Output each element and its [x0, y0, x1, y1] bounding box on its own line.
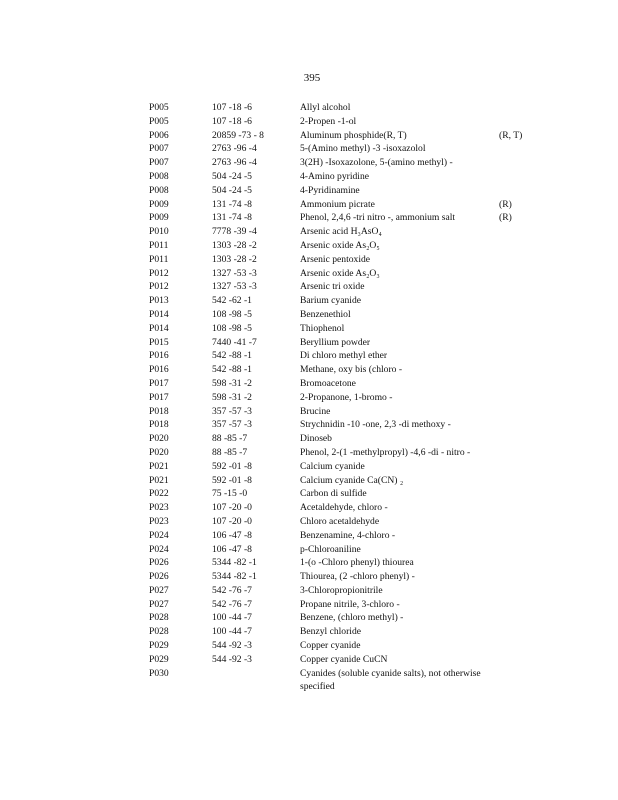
page-number: 395 — [303, 72, 321, 84]
cas-number-cell: 542 -88 -1 — [212, 364, 252, 376]
substance-name-cell: Carbon di sulfide — [300, 488, 367, 500]
cas-number-cell: 598 -31 -2 — [212, 391, 252, 403]
substance-name-cell: Arsenic pentoxide — [300, 253, 371, 265]
table-row — [149, 543, 549, 557]
waste-code-cell: P007 — [149, 143, 169, 155]
substance-name-cell: Benzyl chloride — [300, 626, 362, 638]
hazard-code-cell: (R) — [499, 212, 512, 224]
waste-code-cell: P029 — [149, 653, 169, 665]
table-row — [149, 584, 549, 598]
table-row — [149, 115, 549, 129]
substance-name-cell: 4-Amino pyridine — [300, 170, 370, 182]
substance-name-cell: 5-(Amino methyl) -3 -isoxazolol — [300, 143, 426, 155]
substance-name-cell: Arsenic oxide As₂O₃ — [300, 267, 380, 279]
table-row — [149, 253, 549, 267]
cas-number-cell: 100 -44 -7 — [212, 612, 252, 624]
substance-name-cell: Copper cyanide — [300, 640, 361, 652]
cas-number-cell: 504 -24 -5 — [212, 170, 252, 182]
cas-number-cell: 357 -57 -3 — [212, 405, 252, 417]
substance-name-cell: Aluminum phosphide(R, T) — [300, 129, 407, 141]
waste-code-cell: P020 — [149, 446, 169, 458]
table-row — [149, 667, 549, 695]
hazardous-waste-table — [149, 101, 549, 694]
waste-code-cell: P021 — [149, 460, 169, 472]
cas-number-cell: 1327 -53 -3 — [212, 267, 257, 279]
cas-number-cell: 504 -24 -5 — [212, 184, 252, 196]
substance-name-cell: Chloro acetaldehyde — [300, 515, 380, 527]
waste-code-cell: P022 — [149, 488, 169, 500]
waste-code-cell: P017 — [149, 377, 169, 389]
cas-number-cell: 108 -98 -5 — [212, 308, 252, 320]
waste-code-cell: P020 — [149, 433, 169, 445]
table-row — [149, 142, 549, 156]
waste-code-cell: P027 — [149, 598, 169, 610]
waste-code-cell: P021 — [149, 474, 169, 486]
substance-name-cell: Ammonium picrate — [300, 198, 375, 210]
substance-name-cell: 2-Propen -1-ol — [300, 115, 357, 127]
table-row — [149, 363, 549, 377]
cas-number-cell: 1303 -28 -2 — [212, 253, 257, 265]
table-row — [149, 184, 549, 198]
cas-number-cell: 75 -15 -0 — [212, 488, 248, 500]
cas-number-cell: 592 -01 -8 — [212, 474, 252, 486]
waste-code-cell: P028 — [149, 612, 169, 624]
cas-number-cell: 2763 -96 -4 — [212, 157, 257, 169]
table-row — [149, 391, 549, 405]
cas-number-cell: 107 -20 -0 — [212, 502, 252, 514]
cas-number-cell: 542 -88 -1 — [212, 350, 252, 362]
table-row — [149, 156, 549, 170]
waste-code-cell: P030 — [149, 667, 169, 679]
waste-code-cell: P008 — [149, 170, 169, 182]
substance-name-cell: Propane nitrile, 3-chloro - — [300, 598, 400, 610]
table-row — [149, 460, 549, 474]
cas-number-cell: 106 -47 -8 — [212, 529, 252, 541]
waste-code-cell: P009 — [149, 212, 169, 224]
table-row — [149, 446, 549, 460]
hazard-code-cell: (R) — [499, 198, 512, 210]
table-row — [149, 432, 549, 446]
table-row — [149, 625, 549, 639]
substance-name-cell: Benzenethiol — [300, 308, 351, 320]
cas-number-cell: 106 -47 -8 — [212, 543, 252, 555]
substance-name-cell: Arsenic acid H₃AsO₄ — [300, 226, 382, 238]
waste-code-cell: P024 — [149, 529, 169, 541]
cas-number-cell: 108 -98 -5 — [212, 322, 252, 334]
cas-number-cell: 2763 -96 -4 — [212, 143, 257, 155]
cas-number-cell: 542 -76 -7 — [212, 598, 252, 610]
waste-code-cell: P012 — [149, 281, 169, 293]
substance-name-cell: p-Chloroaniline — [300, 543, 361, 555]
cas-number-cell: 357 -57 -3 — [212, 419, 252, 431]
substance-name-cell: Strychnidin -10 -one, 2,3 -di methoxy - — [300, 419, 451, 431]
waste-code-cell: P005 — [149, 115, 169, 127]
waste-code-cell: P015 — [149, 336, 169, 348]
cas-number-cell: 7778 -39 -4 — [212, 226, 257, 238]
table-row — [149, 501, 549, 515]
substance-name-cell: Beryllium powder — [300, 336, 371, 348]
table-row — [149, 170, 549, 184]
cas-number-cell: 107 -20 -0 — [212, 515, 252, 527]
table-row — [149, 598, 549, 612]
table-row — [149, 225, 549, 239]
cas-number-cell: 542 -76 -7 — [212, 584, 252, 596]
substance-name-cell: Benzenamine, 4-chloro - — [300, 529, 396, 541]
waste-code-cell: P026 — [149, 557, 169, 569]
substance-name-cell: 1-(o -Chloro phenyl) thiourea — [300, 557, 414, 569]
waste-code-cell: P005 — [149, 102, 169, 113]
substance-name-cell: Benzene, (chloro methyl) - — [300, 612, 404, 624]
waste-code-cell: P014 — [149, 322, 169, 334]
substance-name-cell: Methane, oxy bis (chloro - — [300, 364, 403, 376]
table-row — [149, 515, 549, 529]
waste-code-cell: P018 — [149, 405, 169, 417]
waste-code-cell: P026 — [149, 571, 169, 583]
table-row — [149, 129, 549, 143]
cas-number-cell: 544 -92 -3 — [212, 653, 252, 665]
waste-code-cell: P017 — [149, 391, 169, 403]
waste-code-cell: P010 — [149, 226, 169, 238]
waste-code-cell: P011 — [149, 239, 169, 251]
table-row — [149, 101, 549, 115]
hazard-code-cell: (R, T) — [499, 129, 523, 141]
table-row — [149, 639, 549, 653]
table-row — [149, 377, 549, 391]
table-row — [149, 239, 549, 253]
waste-code-cell: P014 — [149, 308, 169, 320]
substance-name-cell: Phenol, 2,4,6 -tri nitro -, ammonium salt — [300, 212, 456, 224]
substance-name-cell: Bromoacetone — [300, 377, 356, 389]
table-row — [149, 529, 549, 543]
substance-name-cell: Allyl alcohol — [300, 102, 351, 113]
cas-number-cell: 7440 -41 -7 — [212, 336, 257, 348]
cas-number-cell: 5344 -82 -1 — [212, 571, 257, 583]
waste-code-cell: P011 — [149, 253, 169, 265]
table-row — [149, 474, 549, 488]
table-row — [149, 418, 549, 432]
substance-name-cell: Brucine — [300, 405, 331, 417]
substance-name-cell: Calcium cyanide Ca(CN) ₂ — [300, 474, 404, 486]
cas-number-cell: 131 -74 -8 — [212, 212, 252, 224]
cas-number-cell: 20859 -73 - 8 — [212, 129, 264, 141]
waste-code-cell: P013 — [149, 295, 169, 307]
substance-name-cell: Thiophenol — [300, 322, 345, 334]
table-row — [149, 487, 549, 501]
waste-code-cell: P027 — [149, 584, 169, 596]
substance-name-cell: Arsenic tri oxide — [300, 281, 365, 293]
waste-code-cell: P009 — [149, 198, 169, 210]
table-row — [149, 308, 549, 322]
waste-code-cell: P006 — [149, 129, 169, 141]
table-row — [149, 280, 549, 294]
cas-number-cell: 1327 -53 -3 — [212, 281, 257, 293]
substance-name-cell: Di chloro methyl ether — [300, 350, 388, 362]
table-row — [149, 611, 549, 625]
cas-number-cell: 88 -85 -7 — [212, 433, 248, 445]
cas-number-cell: 107 -18 -6 — [212, 115, 252, 127]
cas-number-cell: 1303 -28 -2 — [212, 239, 257, 251]
cas-number-cell: 592 -01 -8 — [212, 460, 252, 472]
cas-number-cell: 598 -31 -2 — [212, 377, 252, 389]
table-row — [149, 198, 549, 212]
waste-code-cell: P018 — [149, 419, 169, 431]
cas-number-cell: 5344 -82 -1 — [212, 557, 257, 569]
cas-number-cell: 107 -18 -6 — [212, 102, 252, 113]
substance-name-cell: 3-Chloropropionitrile — [300, 584, 383, 596]
table-row — [149, 322, 549, 336]
substance-name-cell: Cyanides (soluble cyanide salts), not otherwise specified — [300, 667, 481, 693]
cas-number-cell: 131 -74 -8 — [212, 198, 252, 210]
waste-code-cell: P028 — [149, 626, 169, 638]
table-row — [149, 653, 549, 667]
substance-name-cell: Calcium cyanide — [300, 460, 365, 472]
table-row — [149, 405, 549, 419]
substance-name-cell: 4-Pyridinamine — [300, 184, 360, 196]
substance-name-cell: Dinoseb — [300, 433, 332, 445]
table-row — [149, 267, 549, 281]
table-row — [149, 349, 549, 363]
waste-code-cell: P007 — [149, 157, 169, 169]
cas-number-cell: 542 -62 -1 — [212, 295, 252, 307]
substance-name-cell: Thiourea, (2 -chloro phenyl) - — [300, 571, 415, 583]
table-row — [149, 556, 549, 570]
substance-name-cell: Phenol, 2-(1 -methylpropyl) -4,6 -di - nitro - — [300, 446, 471, 458]
waste-code-cell: P024 — [149, 543, 169, 555]
substance-name-cell: Acetaldehyde, chloro - — [300, 502, 388, 514]
substance-name-cell: Copper cyanide CuCN — [300, 653, 388, 665]
substance-name-cell: 2-Propanone, 1-bromo - — [300, 391, 393, 403]
table-row — [149, 211, 549, 225]
table-row — [149, 336, 549, 350]
substance-name-cell: Arsenic oxide As₂O₅ — [300, 239, 380, 251]
table-row — [149, 294, 549, 308]
table-row — [149, 570, 549, 584]
waste-code-cell: P008 — [149, 184, 169, 196]
waste-code-cell: P016 — [149, 364, 169, 376]
cas-number-cell: 544 -92 -3 — [212, 640, 252, 652]
waste-code-cell: P012 — [149, 267, 169, 279]
cas-number-cell: 88 -85 -7 — [212, 446, 248, 458]
substance-name-cell: 3(2H) -Isoxazolone, 5-(amino methyl) - — [300, 157, 453, 169]
waste-code-cell: P023 — [149, 502, 169, 514]
waste-code-cell: P029 — [149, 640, 169, 652]
waste-code-cell: P023 — [149, 515, 169, 527]
substance-name-cell: Barium cyanide — [300, 295, 362, 307]
cas-number-cell: 100 -44 -7 — [212, 626, 252, 638]
waste-code-cell: P016 — [149, 350, 169, 362]
